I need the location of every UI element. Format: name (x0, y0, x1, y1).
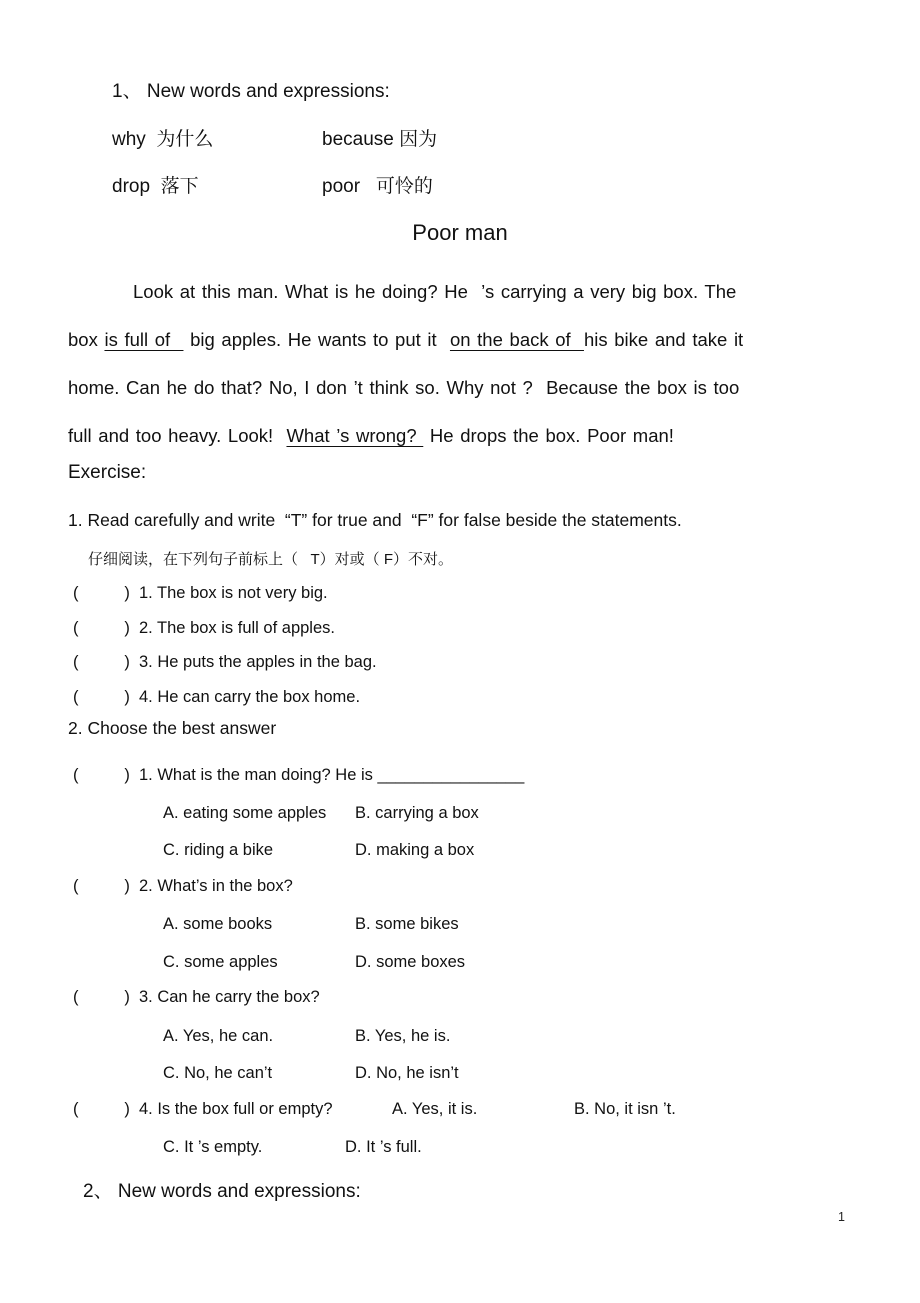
tf-list (73, 576, 377, 714)
mcq-q1-line: ( ) 1. What is the man doing? He is ________________ (73, 766, 525, 784)
vocab1-row-2 (112, 171, 433, 198)
page-number: 1 (838, 1210, 845, 1224)
mcq-q4-line (73, 1100, 676, 1119)
option-d: D. some boxes (355, 953, 466, 971)
exercise-label: Exercise: (68, 462, 147, 483)
option-b: B. Yes, he is. (355, 1027, 451, 1045)
passage-line-1: Look at this man. What is he doing? He ’s carrying a very big box. The (133, 281, 737, 302)
option-a: A. some books (163, 915, 273, 933)
option-b: B. some bikes (355, 915, 459, 933)
option-a: A. Yes, it is. (392, 1100, 478, 1118)
option-a: A. Yes, he can. (163, 1027, 274, 1045)
option-b: B. No, it isn ’t. (574, 1100, 676, 1118)
option-a: A. eating some apples (163, 804, 327, 822)
option-c: C. some apples (163, 953, 278, 971)
tf-item-3: ( ) 3. He puts the apples in the bag. (73, 653, 377, 671)
passage-line-2: box is full of big apples. He wants to put it on the back of his bike and take it (68, 329, 744, 350)
mcq-q1-options-cd (163, 841, 474, 860)
vocab-word-because: because 因为 (322, 129, 438, 150)
vocab2-heading: 2、 New words and expressions: (83, 1181, 361, 1202)
tf-item-1: ( ) 1. The box is not very big. (73, 584, 328, 602)
option-d: D. making a box (355, 841, 475, 859)
tf-item-4: ( ) 4. He can carry the box home. (73, 687, 361, 706)
tf-item-2: ( ) 2. The box is full of apples. (73, 618, 335, 637)
mcq-q3-line: ( ) 3. Can he carry the box? (73, 988, 320, 1006)
mcq-q3-options-cd (163, 1064, 459, 1083)
vocab-word-why: why 为什么 (112, 129, 214, 150)
mcq-q2-options-ab (163, 915, 459, 934)
underlined-phrase-on-the-back-of: on the back of (449, 329, 584, 350)
mcq-q4-question: ( ) 4. Is the box full or empty? (73, 1100, 333, 1118)
vocab1-row-1 (112, 124, 437, 151)
tf-section-heading: 1. Read carefully and write “T” for true and “F” for false beside the statements. (68, 510, 682, 530)
option-d: D. It ’s full. (345, 1138, 422, 1156)
mcq-q2-options-cd (163, 953, 465, 972)
underlined-phrase-is-full-of: is full of (104, 329, 184, 350)
passage-line-3: home. Can he do that? No, I don ’t think so. Why not ? Because the box is too (68, 377, 740, 398)
option-c: C. No, he can’t (163, 1064, 273, 1082)
passage-body (68, 268, 868, 460)
mcq-q4-options-cd (163, 1138, 422, 1157)
mcq-q1-options-ab (163, 804, 479, 823)
vocab-word-drop: drop 落下 (112, 176, 199, 197)
vocab-word-poor: poor 可怜的 (322, 176, 433, 197)
vocab1-heading: 1、 New words and expressions: (112, 81, 390, 102)
option-c: C. riding a bike (163, 841, 274, 859)
mcq-q2-line: ( ) 2. What’s in the box? (73, 877, 293, 895)
tf-instruction-cn: 仔细阅读，在下列句子前标上（ T）对或（ F）不对。 (88, 551, 453, 568)
passage-line-4: full and too heavy. Look! What ’s wrong? He drops the box. Poor man! (68, 425, 674, 446)
option-d: D. No, he isn’t (355, 1064, 459, 1082)
underlined-phrase-whats-wrong: What ’s wrong? (286, 425, 424, 446)
mcq-heading: 2. Choose the best answer (68, 718, 277, 738)
passage-title: Poor man (412, 220, 508, 245)
option-b: B. carrying a box (355, 804, 479, 822)
option-c: C. It ’s empty. (163, 1138, 263, 1156)
mcq-q3-options-ab (163, 1027, 450, 1046)
